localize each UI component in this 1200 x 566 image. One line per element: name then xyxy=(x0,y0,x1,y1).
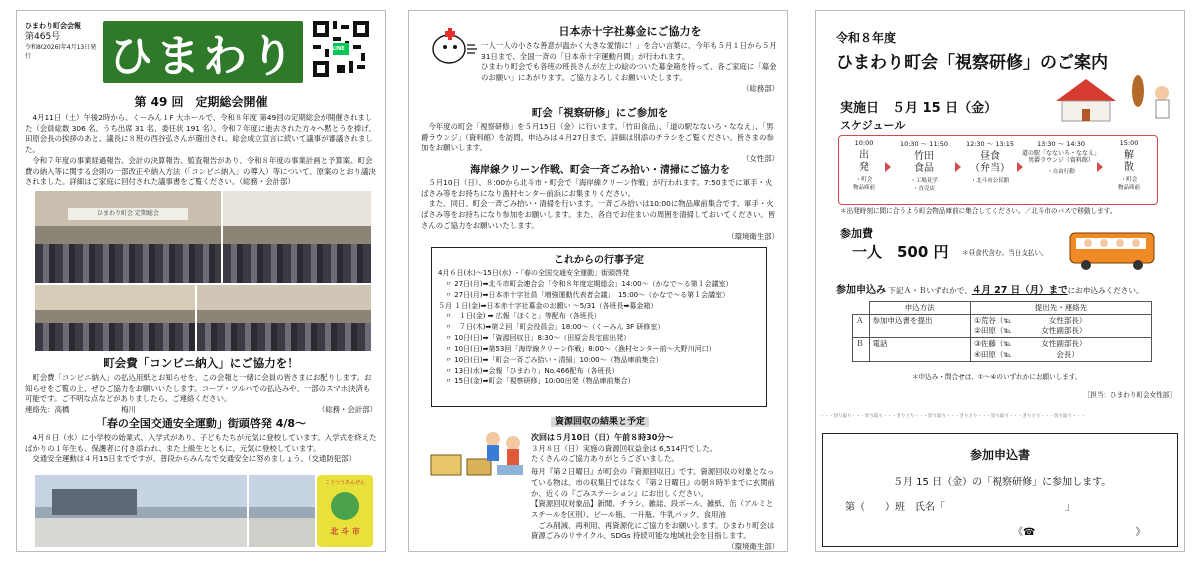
article-title: 第 49 回 定期総会開催 xyxy=(134,95,268,109)
form-name-field[interactable]: 第（ ）班 氏名「 」 xyxy=(845,502,1075,513)
apply-label: 参加申込み xyxy=(836,285,886,296)
schedule-detail: ・自由行動 xyxy=(1047,168,1075,175)
schedule-stop xyxy=(1101,136,1157,204)
apply-deadline: ４月 27 日（月）まで xyxy=(971,285,1068,296)
schedule-time: 13:30 ～ 14:30 xyxy=(1036,140,1086,148)
tour-illustration-icon xyxy=(1046,71,1176,127)
schedule-place: 出 発 xyxy=(859,150,869,173)
recycle-next-date: 次回は５月10日（日）午前８時30分～ xyxy=(531,433,674,442)
schedule-stop xyxy=(889,136,959,204)
meeting-photo-2 xyxy=(223,191,371,283)
schedule-detail: ・北斗市公民館 xyxy=(970,178,1010,184)
fee-note: ＊昼食代含む。当日支払い。 xyxy=(962,249,1048,257)
dept-credit: （総務・会計部） xyxy=(317,405,377,415)
form-line-1: ５月 15 日（金）の「視察研修」に参加します。 xyxy=(893,477,1112,488)
event-item: 〃 13日(水)➡会報「ひまわり」No.466配布（各班長） xyxy=(438,366,619,375)
traffic-photo-1 xyxy=(35,475,247,547)
article-body: 一人一人の小さな善意が温かく大きな愛情に！」を合い言葉に、今年も５月１日から５月31日まで、全国一斉の「日本赤十字運動月間」が行われます。 ひまわり町会でも各班の班長さんが左上の絵のついた募金箱を持って、各ご家庭に「募金のお願い」にあがります。ご協力よろしくお願いいたします。 xyxy=(481,41,777,83)
contact-info: 連絡先：高橋 梅川 xyxy=(25,405,136,415)
recycle-thanks: たくさんのご協力ありがとうございました。 xyxy=(531,454,679,464)
dept-credit: （女性部） xyxy=(742,154,779,164)
schedule-place: 昼食 （弁当） xyxy=(970,151,1010,174)
article-general-meeting xyxy=(25,93,377,188)
row-method: 電話 xyxy=(869,338,971,361)
row-method: 参加申込書を提出 xyxy=(869,315,971,338)
flyer-header xyxy=(836,29,1108,73)
traffic-safety-sign xyxy=(317,475,373,547)
event-item: 〃 １日(金) ➡ 広報「ほくと」等配布（各班長） xyxy=(438,312,601,321)
schedule-detail: ・工場見学 ・直売店 xyxy=(910,178,938,192)
article-traffic-safety xyxy=(25,415,377,465)
row-key: Ａ xyxy=(853,315,870,338)
events-schedule-box xyxy=(431,247,767,407)
schedule-label: スケジュール xyxy=(840,119,906,132)
article-title: 資源回収の結果と予定 xyxy=(551,417,649,427)
event-item: 〃 10日(日)➡「資源回収日」8:30～（田原会長宅前出発） xyxy=(438,334,631,343)
recycling-kids-icon xyxy=(427,425,527,479)
schedule-timeline xyxy=(838,135,1158,205)
traffic-photo-2 xyxy=(249,475,315,547)
article-body: 4月11日（土）午後2時から、くーみん１F 大ホールで、令和８年度 第49回の定期総会が開催されました（会員総数 306 名、うち出席 31 名、委任状 191 名）。令和７年度に逝去された方々へ黙とうを捧げ、田原会長の挨拶のあと、議長に８班の西谷弘さんが選出され、総会成立宣言に続いて議事が審議されました。 令和７年度の事業経過報告、会計の決算報告、監査報告があり、令和８年度の事業計画と予算案、町会費の納入等に関する会則の一部改正や納入方法（「コンビニ納入」の導入）等について、原案のとおり議決されました。詳細はご家庭に回付された議事書をご覧ください。（総務・会計部） xyxy=(25,113,376,187)
events-list xyxy=(432,266,766,389)
apply-instructions xyxy=(836,281,1176,296)
sign-top-text: こうつうあんぜん xyxy=(324,480,365,486)
meeting-photo-1 xyxy=(35,191,221,283)
bus-icon xyxy=(1066,223,1158,273)
schedule-place: 道の駅「なないろ・ななえ」 男爵ラウンジ（資料館） xyxy=(1021,150,1100,164)
article-title: 日本赤十字社募金にご協力を xyxy=(558,25,702,38)
row-contacts: ③佐藤（℡ 女性副部長） ④田原（℡ 会長） xyxy=(971,338,1152,361)
schedule-stop xyxy=(959,136,1021,204)
schedule-place: 解 散 xyxy=(1124,150,1134,173)
sign-city-text: 北 斗 市 xyxy=(330,527,360,536)
events-title: これからの行事予定 xyxy=(554,255,644,266)
event-item: 〃 10日(日)➡第53回「海岸線クリーン作戦」8:00～（漁村センター前～大野川河口） xyxy=(438,344,716,353)
photo-banner-text: ひまわり町会 定期総会 xyxy=(97,209,159,217)
schedule-detail: ・町会 物品庫前 xyxy=(852,177,875,191)
table-header-contact: 提出先・連絡先 xyxy=(971,302,1152,315)
table-row xyxy=(853,315,1152,338)
newsletter-logo: ひまわり xyxy=(103,21,303,83)
article-body: ５月10日（日）、８:00から北斗市・町会で「海岸線クリーン作戦」が行われます。7:50までに軍手・火ばさみ等をお持ちになり漁村センター前浜にお集まりください。 また、同日、町会一斉ごみ拾い・清掃を行います。一斉ごみ拾いは10:00に物品庫前集合です。軍手・火ばさみ等をお持ちになり参加をお願いします。また、各自でお住まいの周囲を清掃しておいてください。皆さんのご協力をお願いいたします。 xyxy=(421,178,776,230)
schedule-stop xyxy=(839,136,889,204)
event-item: 〃 ７日(木)➡第２回「町会役員会」18:00～（くーみん 3F 研修室） xyxy=(438,323,665,332)
article-body: 毎月『第２日曜日』が町会の『資源回収日』です。資源回収の対象となっている物は、市の収集日ではなく『第２日曜日』の朝８時半までに玄関前か、近くの『ごみステーション』にお出しください。 【資源回収対象品】新聞、チラシ、雑誌、段ボール、雑紙、缶（アルミとスチールを区別）、ビール瓶、一升瓶、牛乳パック、食用油 ごみ削減、再利用、再資源化にご協力をお願いします。ひまわり町会は資源ごみのリサイクル、SDGs 持続可能な地域社会を目指します。 xyxy=(531,467,775,541)
recycle-result: ３月８日（日）実施の資源回収益金は 6,514円でした。 xyxy=(531,443,718,453)
table-header-method: 申込方法 xyxy=(869,302,971,315)
org-name: ひまわり町会会報 xyxy=(25,22,81,30)
cut-line: ・・・切り取り・・・切り取り・・・きりとり・・・切り取り・・・きりとり・・・切り取り・・・きりとり・・・切り取り・・・ xyxy=(820,414,1086,419)
table-note: ＊申込み・問合せは、①～④のいずれかにお願いします。 xyxy=(912,373,1082,381)
flyer-year: 令和８年度 xyxy=(836,31,897,45)
row-contacts: ①荒谷（℡ 女性部長） ②田原（℡ 女性副部長） xyxy=(971,315,1152,338)
article-convenience-payment xyxy=(25,355,377,416)
form-phone-field[interactable]: 《☎ 》 xyxy=(1013,527,1146,538)
dept-credit: （環境衛生部） xyxy=(727,231,779,241)
qr-code-icon[interactable] xyxy=(313,21,369,77)
article-title: 「春の全国交通安全運動」街頭啓発 4/8～ xyxy=(95,417,307,430)
article-red-cross xyxy=(481,23,779,95)
row-key: Ｂ xyxy=(853,338,870,361)
article-title: 海岸線クリーン作戦、町会一斉ごみ拾い・清掃にご協力を xyxy=(470,165,730,176)
article-body: 4月８日（水）に小学校の始業式、入学式があり、子どもたちが元気に登校しています。入学式を終えたばかりの１年生も、保護者に付き添われ、また上級生とともに、元気に登校しています。 交通安全運動は４月15日までですが、普段からみんなで交通安全に努めましょう。（交通防犯部） xyxy=(25,433,377,464)
schedule-detail: ・町会 物品庫前 xyxy=(1117,177,1140,191)
qr-label: LINE xyxy=(332,46,345,52)
tour-flyer-page xyxy=(815,10,1185,552)
flyer-title: ひまわり町会「視察研修」のご案内 xyxy=(836,53,1108,73)
application-table xyxy=(852,301,1152,362)
event-item: ５月 １日(金)➡日本赤十字社募金のお願い ～5/31（各班長➡募金箱） xyxy=(438,301,658,310)
schedule-time: 10:00 xyxy=(854,139,874,147)
application-form[interactable] xyxy=(822,433,1178,547)
schedule-time: 10:30 ～ 11:50 xyxy=(899,140,949,148)
article-tour-invite xyxy=(421,105,779,165)
event-item: 4月６日(水)～15日(水) ・「春の全国交通安全運動」街頭啓発 xyxy=(438,269,630,277)
donation-box-icon xyxy=(427,23,479,67)
schedule-stop xyxy=(1021,136,1101,204)
schedule-time: 12:30 ～ 13:15 xyxy=(965,140,1015,148)
article-recycling xyxy=(421,409,779,552)
dept-credit: （環境衛生部） xyxy=(727,542,779,552)
issue-date: 令和8(2026)年4月13日発行 xyxy=(25,44,97,60)
schedule-note: ＊出発時刻に間に合うよう町会物品庫前に集合してください。／北斗市のバスで移動します。 xyxy=(840,207,1117,215)
department-charge: ［担当：ひまわり町会女性部］ xyxy=(1083,391,1176,399)
form-title: 参加申込書 xyxy=(969,448,1030,462)
event-item: 〃 27日(月)➡北斗市町会連合会「令和８年度定期総会」14:00～（かなで～る第１会議室） xyxy=(438,279,733,288)
fee-value: 一人 500 円 xyxy=(852,243,949,261)
apply-text-b: にお申込みください。 xyxy=(1067,286,1144,295)
event-item: 〃 15日(金)➡町会「視察研修」10:00出発（物品庫前集合） xyxy=(438,377,635,386)
meeting-photo-3 xyxy=(35,285,195,351)
meeting-photo-4 xyxy=(197,285,371,351)
article-title: 町会「視察研修」にご参加を xyxy=(531,107,669,119)
tour-date: 実施日 ５月 15 日（金） xyxy=(840,101,998,116)
event-item: 〃 10日(日)➡「町会一斉ごみ拾い・清掃」10:00～（物品庫前集合） xyxy=(438,355,663,364)
issue-number: 第465号 xyxy=(25,32,61,43)
schedule-time: 15:00 xyxy=(1119,139,1139,147)
article-body: 町会費「コンビニ納入」の払込用紙とお知らせを、この会報と一緒に会員の皆さまにお配りします。お知らせをご覧の上、ぜひご協力をお願いいたします。コープ・ツルハでの払込みや、一部のスマホ決済も可能です。ご不明な点などがありましたら、ご連絡ください。 xyxy=(25,373,372,404)
article-title: 町会費「コンビニ納入」にご協力を！ xyxy=(103,356,299,370)
schedule-place: 竹田 食品 xyxy=(914,151,934,174)
article-coast-cleanup xyxy=(421,161,779,242)
table-row xyxy=(853,338,1152,361)
newsletter-page-front xyxy=(16,10,386,552)
dept-credit: （総務部） xyxy=(742,83,779,93)
fee-label: 参加費 xyxy=(840,227,873,240)
article-body: 今年度の町会「視察研修」を５月15日（金）に行います。「竹田食品」、「道の駅なないろ・ななえ」、「男爵ラウンジ」（資料館）を訪問。申込みは４月27日まで。詳細は別添のチラシをご覧ください。皆さまの参加をお願いします。 xyxy=(421,122,774,153)
event-item: 〃 27日(月)➡日本赤十字社員「増強運動代表者会議」 15:00～（かなで～る第１会議室） xyxy=(438,290,730,299)
issue-info xyxy=(25,21,101,83)
newsletter-page-inside xyxy=(408,10,788,552)
apply-text-a: 下記Ａ・Ｂいずれかで、 xyxy=(888,286,972,295)
